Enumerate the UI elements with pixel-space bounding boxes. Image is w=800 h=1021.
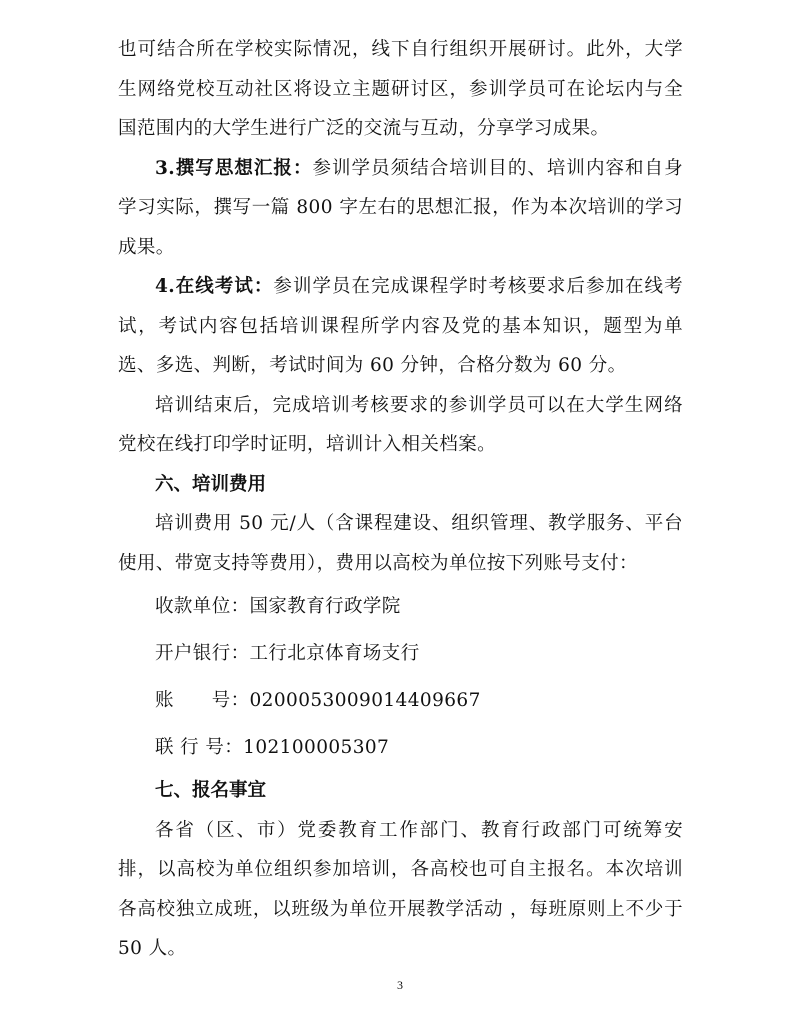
paragraph-after-training: 培训结束后，完成培训考核要求的参训学员可以在大学生网络党校在线打印学时证明，培训计入相关档案。 — [118, 394, 683, 455]
page-number: 3 — [397, 978, 403, 992]
bank-number: 102100005307 — [243, 737, 390, 758]
bank-number-label: 联 行 号： — [155, 737, 244, 758]
paragraph-registration: 各省（区、市）党委教育工作部门、教育行政部门可统筹安排，以高校为单位组织参加培训，各高校也可自主报名。本次培训各高校独立成班，以班级为单位开展教学活动 ，每班原则上不少于 50 人。 — [118, 819, 683, 959]
account-label: 账 号： — [155, 690, 250, 711]
section-heading-fees: 六、培训费用 — [155, 473, 267, 495]
account-line — [118, 677, 683, 724]
bank-line: 开户银行：工行北京体育场支行 — [155, 643, 420, 664]
paragraph-thought-report — [118, 149, 683, 268]
payee-line: 收款单位：国家教育行政学院 — [155, 596, 401, 617]
bank-number-line — [118, 724, 683, 771]
thought-report-lead: 3.撰写思想汇报： — [155, 157, 313, 179]
paragraph-fees: 培训费用 50 元/人（含课程建设、组织管理、教学服务、平台使用、带宽支持等费用），费用以高校为单位按下列账号支付： — [118, 513, 683, 574]
section-heading-registration: 七、报名事宜 — [155, 780, 267, 801]
paragraph-online-exam — [118, 267, 683, 386]
online-exam-lead: 4.在线考试： — [155, 276, 274, 297]
online-exam-body: 参训学员在完成课程学时考核要求后参加在线考试，考试内容包括培训课程所学内容及党的基本知识，题型为单选、多选、判断，考试时间为 60 分钟，合格分数为 60 分。 — [118, 276, 683, 376]
thought-report-body: 参训学员须结合培训目的、培训内容和自身学习实际，撰写一篇 800 字左右的思想汇报，作为本次培训的学习成果。 — [118, 157, 683, 258]
paragraph-discussion: 也可结合所在学校实际情况，线下自行组织开展研讨。此外，大学生网络党校互动社区将设立主题研讨区，参训学员可在论坛内与全国范围内的大学生进行广泛的交流与互动，分享学习成果。 — [118, 39, 683, 139]
account-number: 0200053009014409667 — [249, 690, 481, 711]
document-body — [118, 30, 683, 969]
